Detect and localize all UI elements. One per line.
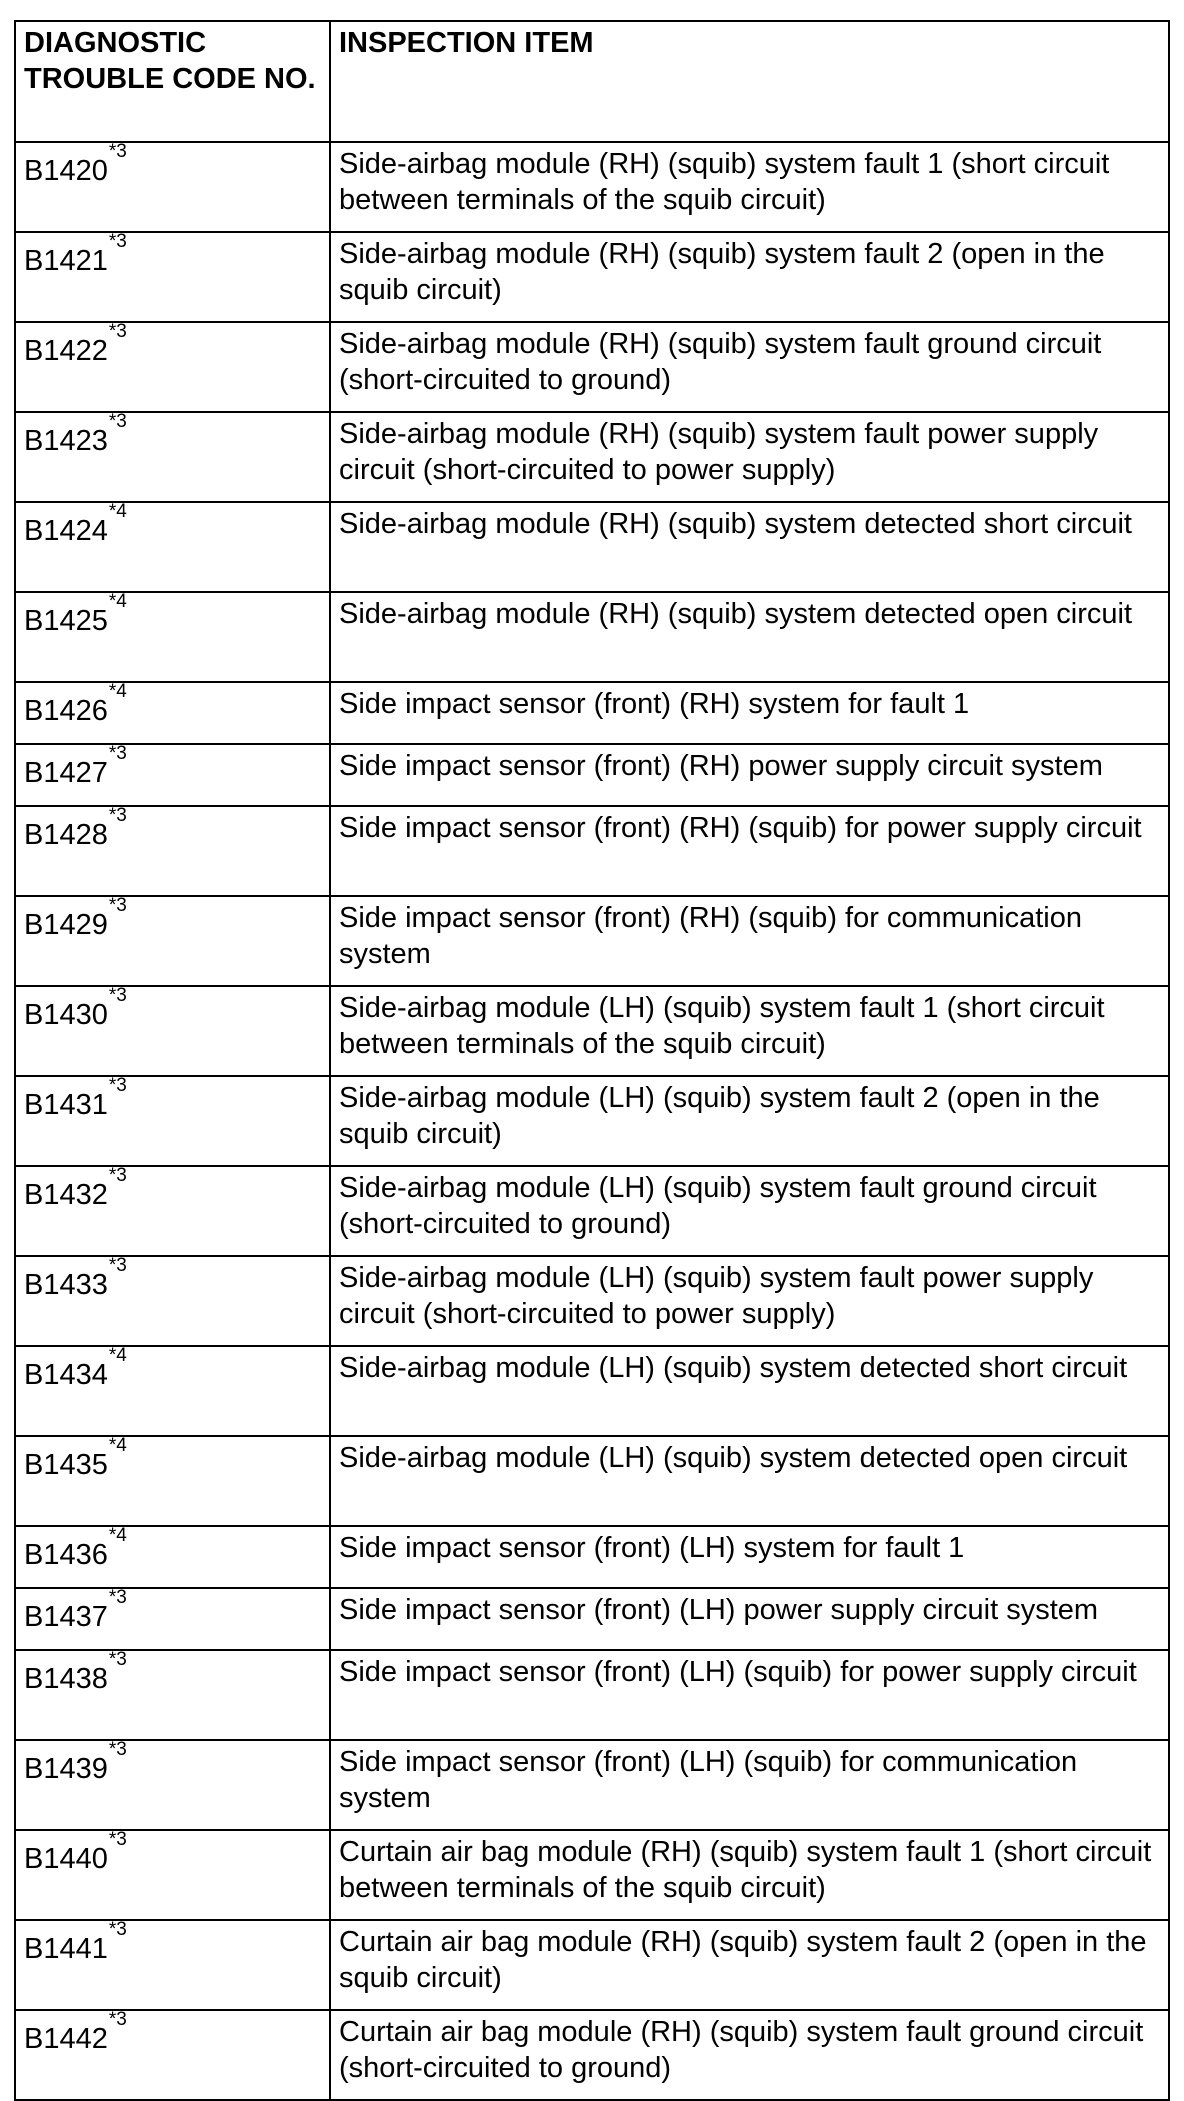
dtc-code: B1429: [24, 909, 108, 941]
dtc-code-cell: [15, 1256, 330, 1346]
dtc-code-cell: [15, 2010, 330, 2100]
table-row: [15, 232, 1169, 322]
footnote-mark: *3: [108, 2010, 127, 2031]
footnote-mark: *3: [108, 1256, 127, 1277]
table-row: [15, 142, 1169, 232]
inspection-item: Side impact sensor (front) (RH) (squib) for communication system: [330, 896, 1169, 986]
dtc-code-cell: [15, 1920, 330, 2010]
dtc-code-cell: [15, 1166, 330, 1256]
footnote-mark: *3: [108, 412, 127, 433]
header-inspection-item: INSPECTION ITEM: [330, 21, 1169, 142]
inspection-item: Side-airbag module (LH) (squib) system fault ground circuit (short-circuited to ground): [330, 1166, 1169, 1256]
table-row: [15, 1346, 1169, 1436]
dtc-code: B1441: [24, 1933, 108, 1965]
table-row: [15, 682, 1169, 744]
footnote-mark: *3: [108, 1650, 127, 1671]
table-row: [15, 2010, 1169, 2100]
footnote-mark: *4: [108, 1526, 127, 1547]
inspection-item: Side impact sensor (front) (LH) power supply circuit system: [330, 1588, 1169, 1650]
dtc-code: B1422: [24, 335, 108, 367]
table-header: [15, 21, 1169, 142]
dtc-code-cell: [15, 682, 330, 744]
table-row: [15, 412, 1169, 502]
dtc-code-cell: [15, 1740, 330, 1830]
dtc-code: B1420: [24, 155, 108, 187]
inspection-item: Side impact sensor (front) (LH) system for fault 1: [330, 1526, 1169, 1588]
footnote-mark: *3: [108, 322, 127, 343]
dtc-code-cell: [15, 744, 330, 806]
table-row: [15, 896, 1169, 986]
table-row: [15, 986, 1169, 1076]
inspection-item: Side impact sensor (front) (RH) system for fault 1: [330, 682, 1169, 744]
dtc-code-cell: [15, 502, 330, 592]
dtc-code-cell: [15, 806, 330, 896]
inspection-item: Side-airbag module (RH) (squib) system fault ground circuit (short-circuited to ground): [330, 322, 1169, 412]
footnote-mark: *4: [108, 682, 127, 703]
inspection-item: Side-airbag module (RH) (squib) system detected open circuit: [330, 592, 1169, 682]
header-row: [15, 21, 1169, 142]
footnote-mark: *4: [108, 1346, 127, 1367]
table-row: [15, 592, 1169, 682]
dtc-code: B1442: [24, 2023, 108, 2055]
footnote-mark: *4: [108, 1436, 127, 1457]
inspection-item: Curtain air bag module (RH) (squib) system fault 2 (open in the squib circuit): [330, 1920, 1169, 2010]
dtc-code: B1440: [24, 1843, 108, 1875]
inspection-item: Side-airbag module (RH) (squib) system fault power supply circuit (short-circuited to power supply): [330, 412, 1169, 502]
inspection-item: Side-airbag module (LH) (squib) system detected short circuit: [330, 1346, 1169, 1436]
dtc-code-cell: [15, 412, 330, 502]
table-row: [15, 1256, 1169, 1346]
table-row: [15, 502, 1169, 592]
inspection-item: Side-airbag module (LH) (squib) system detected open circuit: [330, 1436, 1169, 1526]
dtc-code: B1423: [24, 425, 108, 457]
table-row: [15, 744, 1169, 806]
dtc-code: B1426: [24, 695, 108, 727]
dtc-code-cell: [15, 592, 330, 682]
dtc-code-cell: [15, 142, 330, 232]
inspection-item: Side impact sensor (front) (LH) (squib) for communication system: [330, 1740, 1169, 1830]
table-row: [15, 1740, 1169, 1830]
dtc-code-cell: [15, 1588, 330, 1650]
dtc-code: B1424: [24, 515, 108, 547]
table-row: [15, 1588, 1169, 1650]
footnote-mark: *3: [108, 744, 127, 765]
footnote-mark: *4: [108, 502, 127, 523]
footnote-mark: *3: [108, 1920, 127, 1941]
dtc-code: B1427: [24, 757, 108, 789]
dtc-code: B1438: [24, 1663, 108, 1695]
dtc-code-cell: [15, 896, 330, 986]
dtc-code-cell: [15, 1346, 330, 1436]
dtc-code: B1421: [24, 245, 108, 277]
dtc-code: B1428: [24, 819, 108, 851]
inspection-item: Side impact sensor (front) (LH) (squib) for power supply circuit: [330, 1650, 1169, 1740]
dtc-code: B1425: [24, 605, 108, 637]
dtc-code: B1434: [24, 1359, 108, 1391]
table-row: [15, 1526, 1169, 1588]
footnote-mark: *3: [108, 1588, 127, 1609]
dtc-code: B1430: [24, 999, 108, 1031]
dtc-code-cell: [15, 1436, 330, 1526]
dtc-code-cell: [15, 1526, 330, 1588]
dtc-table: [14, 20, 1170, 2101]
inspection-item: Side-airbag module (LH) (squib) system fault 1 (short circuit between terminals of the squib circuit): [330, 986, 1169, 1076]
footnote-mark: *3: [108, 1076, 127, 1097]
header-code: DIAGNOSTIC TROUBLE CODE NO.: [15, 21, 330, 142]
footnote-mark: *3: [108, 1740, 127, 1761]
table-row: [15, 1830, 1169, 1920]
table-row: [15, 806, 1169, 896]
inspection-item: Side-airbag module (RH) (squib) system fault 2 (open in the squib circuit): [330, 232, 1169, 322]
dtc-code: B1433: [24, 1269, 108, 1301]
footnote-mark: *3: [108, 986, 127, 1007]
table-row: [15, 1436, 1169, 1526]
footnote-mark: *3: [108, 896, 127, 917]
table-row: [15, 1920, 1169, 2010]
inspection-item: Side-airbag module (RH) (squib) system detected short circuit: [330, 502, 1169, 592]
dtc-code-cell: [15, 1076, 330, 1166]
dtc-code-cell: [15, 1830, 330, 1920]
inspection-item: Side-airbag module (LH) (squib) system fault 2 (open in the squib circuit): [330, 1076, 1169, 1166]
inspection-item: Side impact sensor (front) (RH) (squib) for power supply circuit: [330, 806, 1169, 896]
dtc-code: B1437: [24, 1601, 108, 1633]
inspection-item: Side-airbag module (RH) (squib) system fault 1 (short circuit between terminals of the squib circuit): [330, 142, 1169, 232]
footnote-mark: *3: [108, 1166, 127, 1187]
table-body: [15, 142, 1169, 2100]
dtc-code-cell: [15, 232, 330, 322]
inspection-item: Side-airbag module (LH) (squib) system fault power supply circuit (short-circuited to power supply): [330, 1256, 1169, 1346]
table-row: [15, 1166, 1169, 1256]
inspection-item: Curtain air bag module (RH) (squib) system fault ground circuit (short-circuited to ground): [330, 2010, 1169, 2100]
footnote-mark: *4: [108, 592, 127, 613]
dtc-code: B1436: [24, 1539, 108, 1571]
footnote-mark: *3: [108, 142, 127, 163]
table-row: [15, 1076, 1169, 1166]
footnote-mark: *3: [108, 806, 127, 827]
table-row: [15, 1650, 1169, 1740]
dtc-code: B1431: [24, 1089, 108, 1121]
dtc-code-cell: [15, 1650, 330, 1740]
inspection-item: Curtain air bag module (RH) (squib) system fault 1 (short circuit between terminals of the squib circuit): [330, 1830, 1169, 1920]
dtc-code-cell: [15, 986, 330, 1076]
table-row: [15, 322, 1169, 412]
inspection-item: Side impact sensor (front) (RH) power supply circuit system: [330, 744, 1169, 806]
dtc-code-cell: [15, 322, 330, 412]
dtc-code: B1435: [24, 1449, 108, 1481]
dtc-code: B1439: [24, 1753, 108, 1785]
footnote-mark: *3: [108, 232, 127, 253]
dtc-code: B1432: [24, 1179, 108, 1211]
footnote-mark: *3: [108, 1830, 127, 1851]
